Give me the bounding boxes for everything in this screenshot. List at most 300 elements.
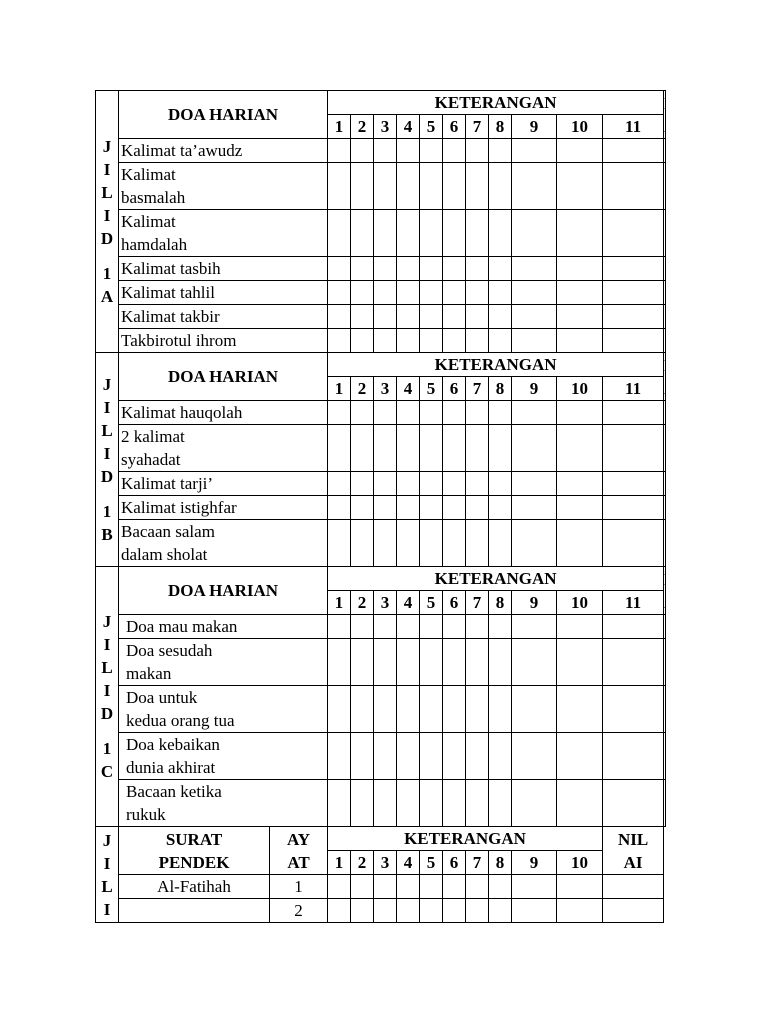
checkbox-cell[interactable] — [374, 686, 397, 733]
checkbox-cell[interactable] — [512, 899, 557, 923]
spacer — [96, 725, 118, 737]
checkbox-cell[interactable] — [466, 305, 489, 329]
checkbox-cell[interactable] — [397, 899, 420, 923]
checkbox-cell[interactable] — [664, 639, 666, 686]
checkbox-cell[interactable] — [489, 733, 512, 780]
checkbox-cell[interactable] — [466, 875, 489, 899]
checkbox-cell[interactable] — [512, 472, 557, 496]
checkbox-cell[interactable] — [664, 139, 666, 163]
checkbox-cell[interactable] — [374, 163, 397, 210]
checkbox-cell[interactable] — [603, 899, 664, 923]
checkbox-cell[interactable] — [420, 281, 443, 305]
checkbox-cell[interactable] — [443, 496, 466, 520]
checkbox-cell[interactable] — [420, 329, 443, 353]
checkbox-cell[interactable] — [397, 139, 420, 163]
ayat-header-line: AT — [287, 852, 310, 872]
checkbox-cell[interactable] — [374, 496, 397, 520]
doa-name-line: hamdalah — [121, 235, 188, 254]
checkbox-cell[interactable] — [397, 733, 420, 780]
column-number: 5 — [420, 377, 443, 401]
checkbox-cell[interactable] — [557, 281, 603, 305]
checkbox-cell[interactable] — [603, 733, 664, 780]
checkbox-cell[interactable] — [603, 615, 664, 639]
spacer — [96, 488, 118, 500]
checkbox-cell[interactable] — [443, 163, 466, 210]
checkbox-cell[interactable] — [397, 210, 420, 257]
checkbox-cell[interactable] — [351, 401, 374, 425]
jilid-letter: I — [103, 398, 111, 417]
checkbox-cell[interactable] — [664, 472, 666, 496]
checkbox-cell[interactable] — [328, 139, 351, 163]
checkbox-cell[interactable] — [351, 520, 374, 567]
checkbox-cell[interactable] — [374, 733, 397, 780]
checkbox-cell[interactable] — [557, 686, 603, 733]
checkbox-cell[interactable] — [374, 615, 397, 639]
checkbox-cell[interactable] — [489, 615, 512, 639]
column-number: 10 — [557, 851, 603, 875]
checkbox-cell[interactable] — [420, 163, 443, 210]
checkbox-cell[interactable] — [466, 615, 489, 639]
doa-name-cell — [119, 281, 328, 305]
checkbox-cell[interactable] — [443, 780, 466, 827]
checkbox-cell[interactable] — [512, 329, 557, 353]
checkbox-cell[interactable] — [557, 520, 603, 567]
doa-name-line: Kalimat ta’awudz — [121, 141, 243, 160]
doa-name-cell — [119, 520, 328, 567]
checkbox-cell[interactable] — [397, 163, 420, 210]
doa-name-line: dunia akhirat — [126, 758, 216, 777]
checkbox-cell[interactable] — [351, 615, 374, 639]
jilid-letter: D — [100, 467, 114, 486]
jilid-letter: L — [101, 421, 113, 440]
checkbox-cell[interactable] — [443, 520, 466, 567]
checkbox-cell[interactable] — [351, 329, 374, 353]
checkbox-cell[interactable] — [603, 875, 664, 899]
table-row — [96, 472, 666, 496]
checkbox-cell[interactable] — [374, 210, 397, 257]
checkbox-cell[interactable] — [603, 425, 664, 472]
checkbox-cell[interactable] — [664, 615, 666, 639]
jilid-label — [96, 567, 119, 827]
checkbox-cell[interactable] — [397, 305, 420, 329]
nilai-header — [664, 567, 666, 615]
column-number: 7 — [466, 851, 489, 875]
checkbox-cell[interactable] — [466, 329, 489, 353]
checkbox-cell[interactable] — [557, 305, 603, 329]
checkbox-cell[interactable] — [328, 281, 351, 305]
checkbox-cell[interactable] — [374, 899, 397, 923]
checkbox-cell[interactable] — [420, 401, 443, 425]
jilid-letter: I — [103, 681, 111, 700]
column-number: 9 — [512, 851, 557, 875]
checkbox-cell[interactable] — [374, 639, 397, 686]
checkbox-cell[interactable] — [397, 496, 420, 520]
checkbox-cell[interactable] — [443, 401, 466, 425]
doa-name-line: basmalah — [121, 188, 186, 207]
checkbox-cell[interactable] — [664, 401, 666, 425]
checkbox-cell[interactable] — [351, 425, 374, 472]
checkbox-cell[interactable] — [557, 425, 603, 472]
keterangan-header: KETERANGAN — [328, 827, 603, 851]
checkbox-cell[interactable] — [466, 899, 489, 923]
column-number: 2 — [351, 115, 374, 139]
checkbox-cell[interactable] — [489, 875, 512, 899]
checkbox-cell[interactable] — [557, 139, 603, 163]
checkbox-cell[interactable] — [374, 875, 397, 899]
nilai-line — [664, 591, 665, 614]
checkbox-cell[interactable] — [443, 733, 466, 780]
checkbox-cell[interactable] — [603, 305, 664, 329]
checkbox-cell[interactable] — [489, 401, 512, 425]
checkbox-cell[interactable] — [557, 163, 603, 210]
doa-name-line: Kalimat hauqolah — [121, 403, 243, 422]
checkbox-cell[interactable] — [443, 305, 466, 329]
checkbox-cell[interactable] — [351, 257, 374, 281]
checkbox-cell[interactable] — [397, 425, 420, 472]
checkbox-cell[interactable] — [466, 780, 489, 827]
checkbox-cell[interactable] — [420, 472, 443, 496]
checkbox-cell[interactable] — [557, 733, 603, 780]
column-number: 1 — [328, 115, 351, 139]
checkbox-cell[interactable] — [328, 210, 351, 257]
nilai-header — [664, 91, 666, 139]
checkbox-cell[interactable] — [489, 520, 512, 567]
checkbox-cell[interactable] — [351, 639, 374, 686]
checkbox-cell[interactable] — [351, 210, 374, 257]
checkbox-cell[interactable] — [443, 210, 466, 257]
column-number: 8 — [489, 377, 512, 401]
checkbox-cell[interactable] — [397, 472, 420, 496]
checkbox-cell[interactable] — [512, 496, 557, 520]
checkbox-cell[interactable] — [374, 139, 397, 163]
checkbox-cell[interactable] — [443, 139, 466, 163]
jilid-letter: L — [101, 658, 113, 677]
checkbox-cell[interactable] — [489, 899, 512, 923]
checkbox-cell[interactable] — [420, 615, 443, 639]
checkbox-cell[interactable] — [512, 733, 557, 780]
checkbox-cell[interactable] — [443, 281, 466, 305]
checkbox-cell[interactable] — [374, 780, 397, 827]
table-row — [96, 139, 666, 163]
table-row — [96, 305, 666, 329]
checkbox-cell[interactable] — [466, 210, 489, 257]
checkbox-cell[interactable] — [664, 686, 666, 733]
column-number: 3 — [374, 591, 397, 615]
checkbox-cell[interactable] — [351, 139, 374, 163]
checkbox-cell[interactable] — [351, 281, 374, 305]
checkbox-cell[interactable] — [443, 329, 466, 353]
checkbox-cell[interactable] — [374, 257, 397, 281]
column-number: 4 — [397, 115, 420, 139]
checkbox-cell[interactable] — [489, 163, 512, 210]
checkbox-cell[interactable] — [603, 472, 664, 496]
jilid-code: C — [100, 762, 114, 781]
checkbox-cell[interactable] — [512, 520, 557, 567]
checkbox-cell[interactable] — [351, 163, 374, 210]
checkbox-cell[interactable] — [489, 210, 512, 257]
checkbox-cell[interactable] — [328, 163, 351, 210]
checkbox-cell[interactable] — [557, 496, 603, 520]
checkbox-cell[interactable] — [328, 780, 351, 827]
checkbox-cell[interactable] — [603, 210, 664, 257]
checkbox-cell[interactable] — [603, 496, 664, 520]
checkbox-cell[interactable] — [328, 425, 351, 472]
column-number: 2 — [351, 851, 374, 875]
checkbox-cell[interactable] — [664, 425, 666, 472]
checkbox-cell[interactable] — [557, 639, 603, 686]
checkbox-cell[interactable] — [420, 520, 443, 567]
checkbox-cell[interactable] — [512, 163, 557, 210]
checkbox-cell[interactable] — [328, 615, 351, 639]
checkbox-cell[interactable] — [397, 520, 420, 567]
checkbox-cell[interactable] — [512, 305, 557, 329]
checkbox-cell[interactable] — [489, 257, 512, 281]
column-number: 6 — [443, 851, 466, 875]
doa-name-line: dalam sholat — [121, 545, 208, 564]
checkbox-cell[interactable] — [328, 401, 351, 425]
checkbox-cell[interactable] — [664, 257, 666, 281]
table-row — [96, 520, 666, 567]
ayat-header-line: AY — [287, 829, 310, 849]
checkbox-cell[interactable] — [664, 733, 666, 780]
checkbox-cell[interactable] — [489, 496, 512, 520]
checkbox-cell[interactable] — [397, 875, 420, 899]
checkbox-cell[interactable] — [489, 329, 512, 353]
checkbox-cell[interactable] — [351, 686, 374, 733]
checkbox-cell[interactable] — [512, 139, 557, 163]
checkbox-cell[interactable] — [466, 401, 489, 425]
checkbox-cell[interactable] — [397, 329, 420, 353]
checkbox-cell[interactable] — [489, 686, 512, 733]
checkbox-cell[interactable] — [664, 329, 666, 353]
checkbox-cell[interactable] — [420, 139, 443, 163]
checkbox-cell[interactable] — [466, 257, 489, 281]
checkbox-cell[interactable] — [420, 733, 443, 780]
checkbox-cell[interactable] — [328, 496, 351, 520]
checkbox-cell[interactable] — [466, 686, 489, 733]
checkbox-cell[interactable] — [512, 401, 557, 425]
doa-name-cell — [119, 425, 328, 472]
doa-harian-header: DOA HARIAN — [119, 353, 328, 401]
checkbox-cell[interactable] — [557, 899, 603, 923]
checkbox-cell[interactable] — [351, 305, 374, 329]
checkbox-cell[interactable] — [443, 899, 466, 923]
checkbox-cell[interactable] — [512, 875, 557, 899]
checkbox-cell[interactable] — [351, 899, 374, 923]
checkbox-cell[interactable] — [328, 472, 351, 496]
doa-name-cell — [119, 401, 328, 425]
checkbox-cell[interactable] — [374, 305, 397, 329]
doa-name-line: Doa mau makan — [126, 617, 238, 636]
checkbox-cell[interactable] — [374, 329, 397, 353]
checkbox-cell[interactable] — [328, 257, 351, 281]
checkbox-cell[interactable] — [603, 329, 664, 353]
checkbox-cell[interactable] — [664, 210, 666, 257]
checkbox-cell[interactable] — [397, 257, 420, 281]
doa-name-line: Takbirotul ihrom — [121, 331, 237, 350]
doa-name-line: rukuk — [126, 805, 166, 824]
checkbox-cell[interactable] — [512, 281, 557, 305]
checkbox-cell[interactable] — [466, 639, 489, 686]
checkbox-cell[interactable] — [603, 257, 664, 281]
table-row — [96, 210, 666, 257]
checkbox-cell[interactable] — [420, 305, 443, 329]
checkbox-cell[interactable] — [603, 401, 664, 425]
checkbox-cell[interactable] — [420, 257, 443, 281]
checkbox-cell[interactable] — [420, 639, 443, 686]
table-row — [96, 875, 666, 899]
checkbox-cell[interactable] — [443, 686, 466, 733]
checkbox-cell[interactable] — [328, 329, 351, 353]
checkbox-cell[interactable] — [557, 329, 603, 353]
table-row — [96, 163, 666, 210]
surat-name-cell — [119, 899, 270, 923]
table-row — [96, 899, 666, 923]
checkbox-cell[interactable] — [489, 281, 512, 305]
checkbox-cell[interactable] — [397, 639, 420, 686]
checkbox-cell[interactable] — [466, 472, 489, 496]
column-number: 1 — [328, 377, 351, 401]
table-row — [96, 780, 666, 827]
checkbox-cell[interactable] — [466, 281, 489, 305]
checkbox-cell[interactable] — [466, 733, 489, 780]
checkbox-cell[interactable] — [557, 472, 603, 496]
checkbox-cell[interactable] — [466, 163, 489, 210]
checkbox-cell[interactable] — [557, 875, 603, 899]
checkbox-cell[interactable] — [397, 686, 420, 733]
checkbox-cell[interactable] — [328, 686, 351, 733]
checkbox-cell[interactable] — [512, 780, 557, 827]
checkbox-cell[interactable] — [512, 686, 557, 733]
checkbox-cell[interactable] — [420, 425, 443, 472]
checkbox-cell[interactable] — [603, 163, 664, 210]
checkbox-cell[interactable] — [664, 496, 666, 520]
ayat-cell: 1 — [270, 875, 328, 899]
checkbox-cell[interactable] — [489, 780, 512, 827]
checkbox-cell[interactable] — [557, 257, 603, 281]
checkbox-cell[interactable] — [603, 780, 664, 827]
checkbox-cell[interactable] — [420, 496, 443, 520]
checkbox-cell[interactable] — [557, 210, 603, 257]
checkbox-cell[interactable] — [466, 496, 489, 520]
doa-name-line: Kalimat tahlil — [121, 283, 215, 302]
doa-name-cell — [119, 686, 328, 733]
checkbox-cell[interactable] — [603, 686, 664, 733]
checkbox-cell[interactable] — [664, 520, 666, 567]
table-row — [96, 257, 666, 281]
table-row — [96, 496, 666, 520]
checkbox-cell[interactable] — [397, 281, 420, 305]
checkbox-cell[interactable] — [328, 520, 351, 567]
nilai-line — [664, 354, 665, 377]
checkbox-cell[interactable] — [489, 139, 512, 163]
column-number: 6 — [443, 591, 466, 615]
checkbox-cell[interactable] — [603, 520, 664, 567]
checkbox-cell[interactable] — [664, 281, 666, 305]
checkbox-cell[interactable] — [512, 425, 557, 472]
checkbox-cell[interactable] — [351, 496, 374, 520]
checkbox-cell[interactable] — [374, 401, 397, 425]
checkbox-cell[interactable] — [443, 472, 466, 496]
checkbox-cell[interactable] — [557, 401, 603, 425]
checkbox-cell[interactable] — [512, 257, 557, 281]
checkbox-cell[interactable] — [328, 733, 351, 780]
checkbox-cell[interactable] — [466, 139, 489, 163]
checkbox-cell[interactable] — [512, 210, 557, 257]
checkbox-cell[interactable] — [512, 615, 557, 639]
checkbox-cell[interactable] — [351, 780, 374, 827]
checkbox-cell[interactable] — [466, 520, 489, 567]
checkbox-cell[interactable] — [512, 639, 557, 686]
checkbox-cell[interactable] — [397, 780, 420, 827]
checkbox-cell[interactable] — [603, 281, 664, 305]
column-number: 10 — [557, 591, 603, 615]
checkbox-cell[interactable] — [351, 733, 374, 780]
doa-name-cell — [119, 257, 328, 281]
checkbox-cell[interactable] — [420, 210, 443, 257]
doa-name-cell — [119, 305, 328, 329]
checkbox-cell[interactable] — [351, 875, 374, 899]
checkbox-cell[interactable] — [443, 875, 466, 899]
checkbox-cell[interactable] — [466, 425, 489, 472]
jilid-letter: I — [103, 444, 111, 463]
checkbox-cell[interactable] — [443, 425, 466, 472]
checkbox-cell[interactable] — [328, 899, 351, 923]
checkbox-cell[interactable] — [374, 425, 397, 472]
checkbox-cell[interactable] — [420, 875, 443, 899]
checkbox-cell[interactable] — [664, 780, 666, 827]
checkbox-cell[interactable] — [351, 472, 374, 496]
checkbox-cell[interactable] — [664, 305, 666, 329]
jilid-letter: I — [103, 635, 111, 654]
checkbox-cell[interactable] — [420, 780, 443, 827]
jilid-letter: J — [102, 375, 112, 394]
checkbox-cell[interactable] — [328, 305, 351, 329]
checkbox-cell[interactable] — [557, 780, 603, 827]
jilid-label — [96, 91, 119, 353]
checkbox-cell[interactable] — [328, 875, 351, 899]
checkbox-cell[interactable] — [443, 639, 466, 686]
checkbox-cell[interactable] — [603, 639, 664, 686]
doa-name-line: Kalimat — [121, 212, 176, 231]
checkbox-cell[interactable] — [443, 615, 466, 639]
column-number: 9 — [512, 377, 557, 401]
doa-name-cell — [119, 496, 328, 520]
checkbox-cell[interactable] — [328, 639, 351, 686]
checkbox-cell[interactable] — [489, 425, 512, 472]
checkbox-cell[interactable] — [489, 639, 512, 686]
checkbox-cell[interactable] — [397, 401, 420, 425]
checkbox-cell[interactable] — [489, 472, 512, 496]
jilid-letter: I — [103, 899, 111, 919]
checkbox-cell[interactable] — [557, 615, 603, 639]
checkbox-cell[interactable] — [603, 139, 664, 163]
checkbox-cell[interactable] — [374, 472, 397, 496]
column-number: 6 — [443, 115, 466, 139]
checkbox-cell[interactable] — [374, 520, 397, 567]
surat-header-row — [96, 827, 666, 851]
checkbox-cell[interactable] — [420, 899, 443, 923]
checkbox-cell[interactable] — [420, 686, 443, 733]
checkbox-cell[interactable] — [374, 281, 397, 305]
column-number: 2 — [351, 377, 374, 401]
checkbox-cell[interactable] — [489, 305, 512, 329]
checkbox-cell[interactable] — [664, 163, 666, 210]
checkbox-cell[interactable] — [443, 257, 466, 281]
doa-name-cell — [119, 329, 328, 353]
doa-name-line: Kalimat tasbih — [121, 259, 221, 278]
checkbox-cell[interactable] — [397, 615, 420, 639]
